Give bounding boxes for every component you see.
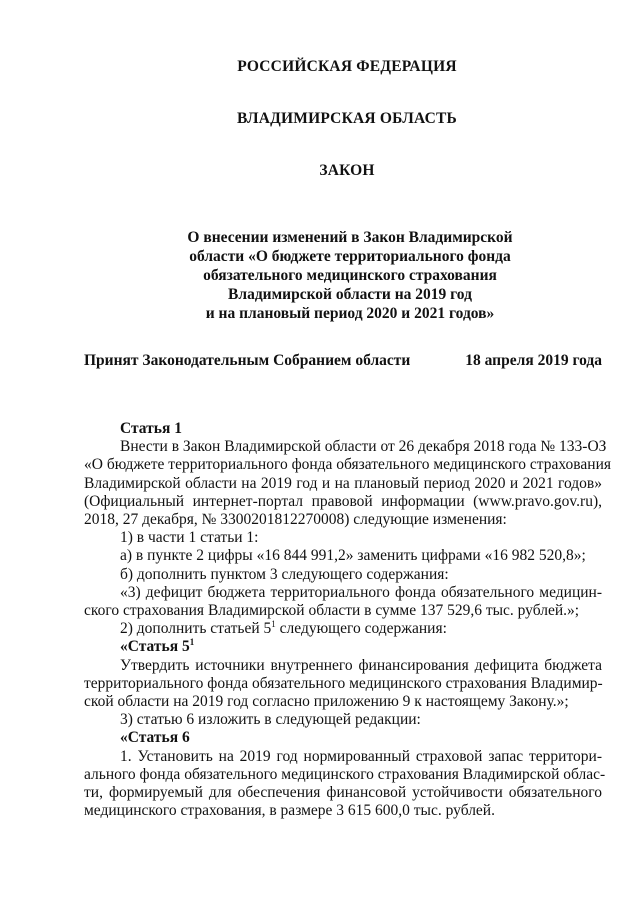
paragraph-line: Внести в Закон Владимирской области от 26 декабря 2018 года № 133-ОЗ bbox=[120, 438, 607, 456]
paragraph-line: «О бюджете территориального фонда обязательного медицинского страхования bbox=[84, 456, 611, 474]
paragraph-line: (Официальный интернет-портал правовой информации (www.pravo.gov.ru), bbox=[84, 492, 602, 510]
law-title-line: О внесении изменений в Закон Владимирской bbox=[187, 229, 513, 246]
article-1-body bbox=[84, 420, 611, 820]
article-6-line: ального фонда обязательного медицинского страхования Владимирской облас- bbox=[84, 765, 606, 783]
adoption-statement: Принят Законодательным Собранием области bbox=[84, 352, 411, 369]
article-5-1-line: территориального фонда обязательного медицинского страхования Владимир- bbox=[84, 674, 603, 692]
article-5-1-heading bbox=[84, 638, 602, 656]
article-5-1-line: ской области на 2019 год согласно приложению 9 к настоящему Закону.»; bbox=[84, 693, 569, 711]
paragraph-line: 2018, 27 декабря, № 3300201812270008) следующие изменения: bbox=[84, 511, 507, 529]
item-1b: б) дополнить пунктом 3 следующего содержания: bbox=[120, 565, 449, 583]
article-5-1-superscript: 1 bbox=[189, 637, 195, 648]
item-2-text-end: следующего содержания: bbox=[275, 620, 447, 638]
quote-3-line: «3) дефицит бюджета территориального фонда обязательного медицин- bbox=[120, 583, 602, 601]
article-5-1-heading-text: «Статья 5 bbox=[120, 638, 190, 656]
item-1: 1) в части 1 статьи 1: bbox=[120, 529, 259, 547]
item-2-superscript: 1 bbox=[271, 619, 276, 630]
region-heading: ВЛАДИМИРСКАЯ ОБЛАСТЬ bbox=[237, 110, 457, 127]
quote-3-line: ского страхования Владимирской области в сумме 137 529,6 тыс. рублей.»; bbox=[84, 602, 580, 620]
law-title-line: области «О бюджете территориального фонда bbox=[189, 248, 511, 265]
article-6-line: ти, формируемый для обеспечения финансовой устойчивости обязательного bbox=[84, 784, 602, 802]
article-1-heading: Статья 1 bbox=[120, 420, 182, 437]
adoption-date: 18 апреля 2019 года bbox=[465, 352, 602, 369]
federation-heading: РОССИЙСКАЯ ФЕДЕРАЦИЯ bbox=[237, 58, 457, 75]
item-1a: а) в пункте 2 цифры «16 844 991,2» заменить цифрами «16 982 520,8»; bbox=[120, 547, 586, 565]
paragraph-line: Владимирской области на 2019 год и на плановый период 2020 и 2021 годов» bbox=[84, 474, 602, 492]
article-6-line: медицинского страхования, в размере 3 615 600,0 тыс. рублей. bbox=[84, 802, 495, 820]
item-2 bbox=[84, 620, 602, 638]
article-6-line: 1. Установить на 2019 год нормированный страховой запас территори- bbox=[120, 747, 602, 765]
law-title-line: и на плановый период 2020 и 2021 годов» bbox=[205, 305, 495, 322]
article-5-1-line: Утвердить источники внутреннего финансирования дефицита бюджета bbox=[120, 656, 602, 674]
law-title-line: Владимирской области на 2019 год bbox=[228, 286, 472, 303]
item-3: 3) статью 6 изложить в следующей редакции: bbox=[120, 711, 421, 729]
item-2-text: 2) дополнить статьей 5 bbox=[120, 620, 272, 638]
document-type-heading: ЗАКОН bbox=[319, 162, 375, 179]
law-title bbox=[150, 228, 550, 323]
law-title-line: обязательного медицинского страхования bbox=[203, 267, 497, 284]
article-6-heading: «Статья 6 bbox=[120, 729, 190, 747]
